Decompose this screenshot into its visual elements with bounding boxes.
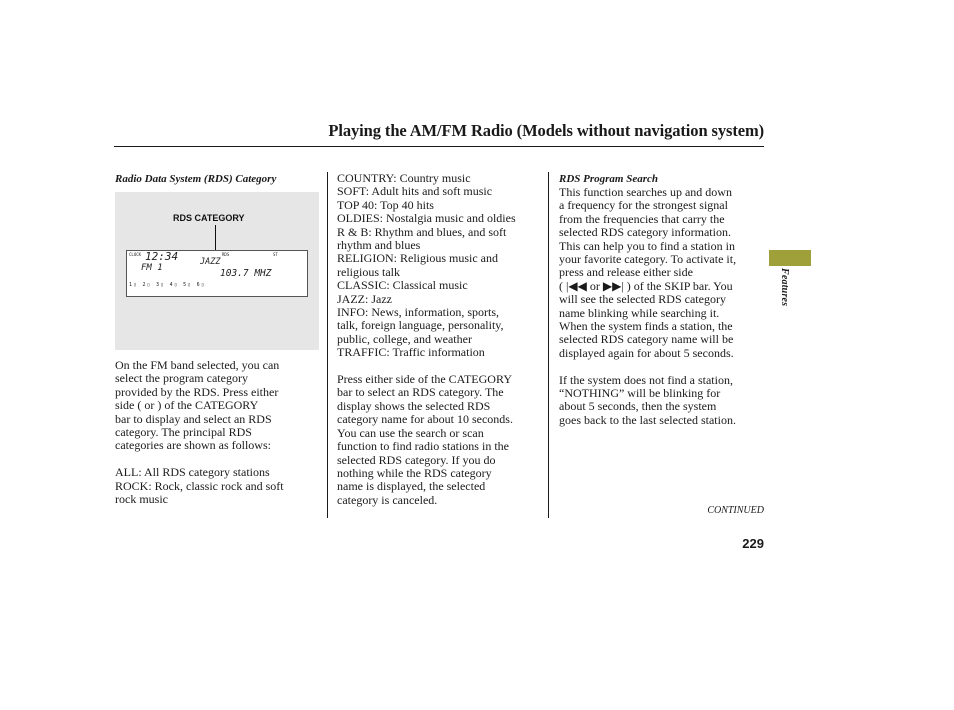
text-line: TRAFFIC: Traffic information bbox=[337, 345, 485, 360]
rds-category-heading: Radio Data System (RDS) Category bbox=[115, 173, 277, 185]
rds-program-search-heading: RDS Program Search bbox=[559, 173, 659, 185]
no-station-paragraph bbox=[559, 374, 764, 428]
text-line: name blinking while searching it. bbox=[559, 305, 720, 320]
text-line: rock music bbox=[115, 492, 168, 507]
text-line: RELIGION: Religious music and bbox=[337, 251, 498, 266]
text-line: Press either side of the CATEGORY bbox=[337, 372, 512, 387]
lcd-band: FM 1 bbox=[141, 263, 163, 273]
text-line: public, college, and weather bbox=[337, 331, 472, 346]
text-line: categories are shown as follows: bbox=[115, 438, 271, 453]
lcd-time: 12:34 bbox=[145, 250, 179, 263]
text-line: your favorite category. To activate it, bbox=[559, 252, 737, 267]
text-line: This can help you to find a station in bbox=[559, 238, 735, 253]
lcd-preset-indicators: 1▯ 2▯ 3▯ 4▯ 5▯ 6▯ bbox=[129, 282, 206, 288]
text-line: “NOTHING” will be blinking for bbox=[559, 386, 721, 401]
text-line: display shows the selected RDS bbox=[337, 398, 491, 413]
text-line: CLASSIC: Classical music bbox=[337, 278, 468, 293]
section-tab bbox=[769, 250, 811, 266]
text-line: will see the selected RDS category bbox=[559, 292, 726, 307]
text-line: selected RDS category name will be bbox=[559, 332, 734, 347]
text-line: COUNTRY: Country music bbox=[337, 171, 471, 185]
page-number: 229 bbox=[742, 536, 764, 551]
text-line: INFO: News, information, sports, bbox=[337, 305, 499, 320]
radio-display-figure bbox=[115, 192, 319, 350]
text-line: R & B: Rhythm and blues, and soft bbox=[337, 224, 507, 239]
text-line: rhythm and blues bbox=[337, 238, 421, 253]
skip-bar-line: ( |◀◀ or ▶▶| ) of the SKIP bar. You bbox=[559, 278, 733, 293]
right-column-text bbox=[559, 186, 764, 427]
program-search-paragraph bbox=[559, 186, 764, 360]
lcd-frequency: 103.7 MHZ bbox=[220, 268, 272, 279]
text-line: nothing while the RDS category bbox=[337, 465, 492, 480]
text-line: provided by the RDS. Press either bbox=[115, 384, 279, 399]
text-line: OLDIES: Nostalgia music and oldies bbox=[337, 211, 516, 226]
text-line: a frequency for the strongest signal bbox=[559, 198, 728, 213]
text-line: JAZZ: Jazz bbox=[337, 291, 392, 306]
section-label-features: Features bbox=[779, 268, 790, 307]
text-line: select the program category bbox=[115, 371, 248, 386]
text-line: side ( or ) of the CATEGORY bbox=[115, 398, 259, 413]
text-line: press and release either side bbox=[559, 265, 693, 280]
text-line: talk, foreign language, personality, bbox=[337, 318, 504, 333]
text-line: religious talk bbox=[337, 264, 400, 279]
text-line: category name for about 10 seconds. bbox=[337, 412, 513, 427]
text-line: ROCK: Rock, classic rock and soft bbox=[115, 478, 284, 493]
text-line: You can use the search or scan bbox=[337, 425, 484, 440]
text-line: goes back to the last selected station. bbox=[559, 412, 736, 427]
lcd-rds-indicator: RDS bbox=[222, 252, 230, 257]
category-list-continued bbox=[337, 172, 542, 360]
text-line: If the system does not find a station, bbox=[559, 372, 733, 387]
category-select-paragraph bbox=[337, 373, 542, 507]
text-line: name is displayed, the selected bbox=[337, 479, 486, 494]
text-line: displayed again for about 5 seconds. bbox=[559, 345, 734, 360]
text-line: selected RDS category. If you do bbox=[337, 452, 496, 467]
continued-note: CONTINUED bbox=[707, 505, 764, 516]
text-line: category is canceled. bbox=[337, 492, 438, 507]
text-line: ALL: All RDS category stations bbox=[115, 465, 270, 480]
category-list-start bbox=[115, 466, 320, 506]
text-line: from the frequencies that carry the bbox=[559, 211, 725, 226]
title-divider bbox=[114, 146, 764, 147]
column-divider-1 bbox=[327, 172, 328, 518]
text-line: function to find radio stations in the bbox=[337, 439, 509, 454]
text-line: about 5 seconds, then the system bbox=[559, 399, 717, 414]
column-divider-2 bbox=[548, 172, 549, 518]
lcd-category-name: JAZZ bbox=[200, 257, 221, 267]
text-line: bar to display and select an RDS bbox=[115, 411, 272, 426]
rds-category-callout: RDS CATEGORY bbox=[173, 213, 245, 223]
middle-column-text bbox=[337, 172, 542, 507]
text-line: selected RDS category information. bbox=[559, 225, 731, 240]
text-line: category. The principal RDS bbox=[115, 425, 252, 440]
rds-intro-paragraph bbox=[115, 359, 320, 453]
text-line: When the system finds a station, the bbox=[559, 319, 733, 334]
page-title: Playing the AM/FM Radio (Models without navigation system) bbox=[328, 121, 764, 140]
text-line: bar to select an RDS category. The bbox=[337, 385, 504, 400]
callout-pointer bbox=[215, 225, 216, 251]
text-line: TOP 40: Top 40 hits bbox=[337, 197, 434, 212]
text-line: On the FM band selected, you can bbox=[115, 358, 280, 372]
radio-lcd-display bbox=[126, 250, 308, 297]
text-line: This function searches up and down bbox=[559, 185, 732, 199]
left-column-text bbox=[115, 359, 320, 506]
text-line: SOFT: Adult hits and soft music bbox=[337, 184, 493, 199]
lcd-clock-label: CLOCK bbox=[129, 252, 142, 257]
lcd-stereo-indicator: ST bbox=[273, 252, 278, 257]
